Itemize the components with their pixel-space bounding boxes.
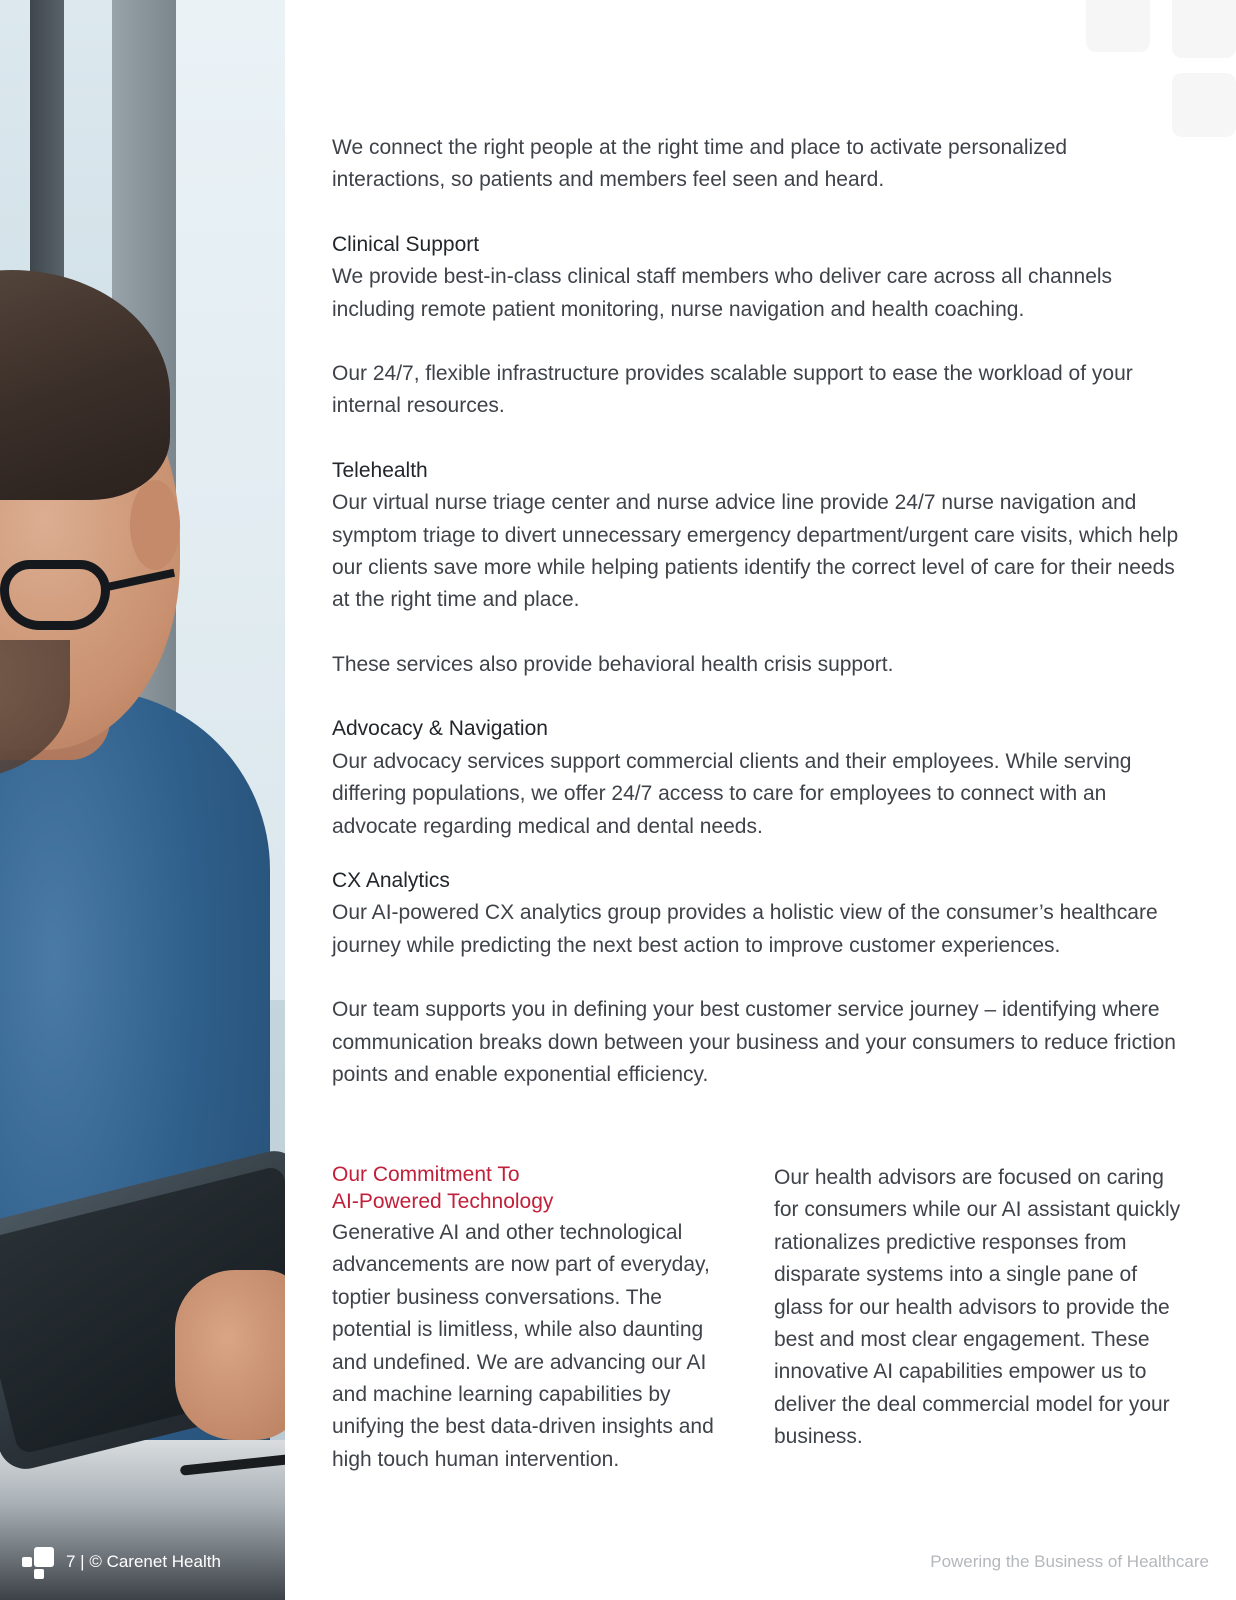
footer-page-info: [22, 1547, 221, 1577]
carenet-logo-icon: [22, 1547, 56, 1577]
cx-analytics-paragraph: Our AI-powered CX analytics group provides a holistic view of the consumer’s healthcare journey while predicting the next best action to improve customer experiences.: [332, 901, 1158, 957]
telehealth-heading: Telehealth: [332, 458, 428, 482]
intro-paragraph: We connect the right people at the right time and place to activate personalized interactions, so patients and members feel seen and heard.: [332, 136, 1068, 192]
hero-photo: [0, 0, 285, 1600]
cx-analytics-paragraph: Our team supports you in defining your best customer service journey – identifying where communication breaks down between your business and your consumers to reduce friction points and enable exponential efficiency.: [332, 998, 1176, 1086]
footer-tagline: Powering the Business of Healthcare: [930, 1552, 1209, 1571]
commitment-right-paragraph: Our health advisors are focused on caring for consumers while our AI assistant quickly rationalizes predictive responses from disparate systems into a single pane of glass for our health advisors to provide the best and most clear engagement. These innovative AI capabilities empower us to deliver the deal commercial model for your business.: [774, 1166, 1181, 1449]
decorative-square: [1086, 0, 1150, 52]
photo-ear: [130, 480, 180, 570]
telehealth-paragraph: These services also provide behavioral health crisis support.: [332, 652, 894, 676]
photo-hand: [175, 1270, 285, 1440]
photo-glasses-lens: [0, 560, 110, 630]
clinical-support-paragraph: We provide best-in-class clinical staff members who deliver care across all channels including remote patient monitoring, nurse navigation and health coaching.: [332, 265, 1113, 321]
clinical-support-paragraph: Our 24/7, flexible infrastructure provides scalable support to ease the workload of your internal resources.: [332, 362, 1133, 418]
cx-analytics-heading: CX Analytics: [332, 868, 450, 892]
commitment-right-column: [774, 1162, 1182, 1454]
commitment-heading-line: Our Commitment To: [332, 1163, 520, 1186]
commitment-section: [332, 1162, 1182, 1492]
advocacy-heading: Advocacy & Navigation: [332, 717, 548, 741]
photo-glasses: [0, 560, 170, 640]
clinical-support-heading: Clinical Support: [332, 232, 480, 256]
advocacy-paragraph: Our advocacy services support commercial clients and their employees. While serving differing populations, we offer 24/7 access to care for employees to connect with an advocate regarding medical and dental needs.: [332, 749, 1132, 838]
commitment-heading: [332, 1162, 742, 1215]
commitment-left-column: [332, 1162, 742, 1476]
commitment-heading-line: AI-Powered Technology: [332, 1189, 554, 1213]
decorative-square: [1172, 0, 1236, 58]
photo-glasses-arm: [105, 569, 175, 591]
commitment-left-paragraph: Generative AI and other technological advancements are now part of everyday, toptier business conversations. The potential is limitless, while also daunting and undefined. We are advancing our AI and machine learning capabilities by unifying the best data-driven insights and high touch human intervention.: [332, 1221, 714, 1471]
main-content: [332, 132, 1182, 1091]
telehealth-paragraph: Our virtual nurse triage center and nurse advice line provide 24/7 nurse navigation and symptom triage to divert unnecessary emergency department/urgent care visits, which help our clients save more while helping patients identify the correct level of care for their needs at the right time and place.: [332, 491, 1179, 612]
decorative-square: [1172, 73, 1236, 137]
page-number-copyright: 7 | © Carenet Health: [66, 1552, 221, 1571]
